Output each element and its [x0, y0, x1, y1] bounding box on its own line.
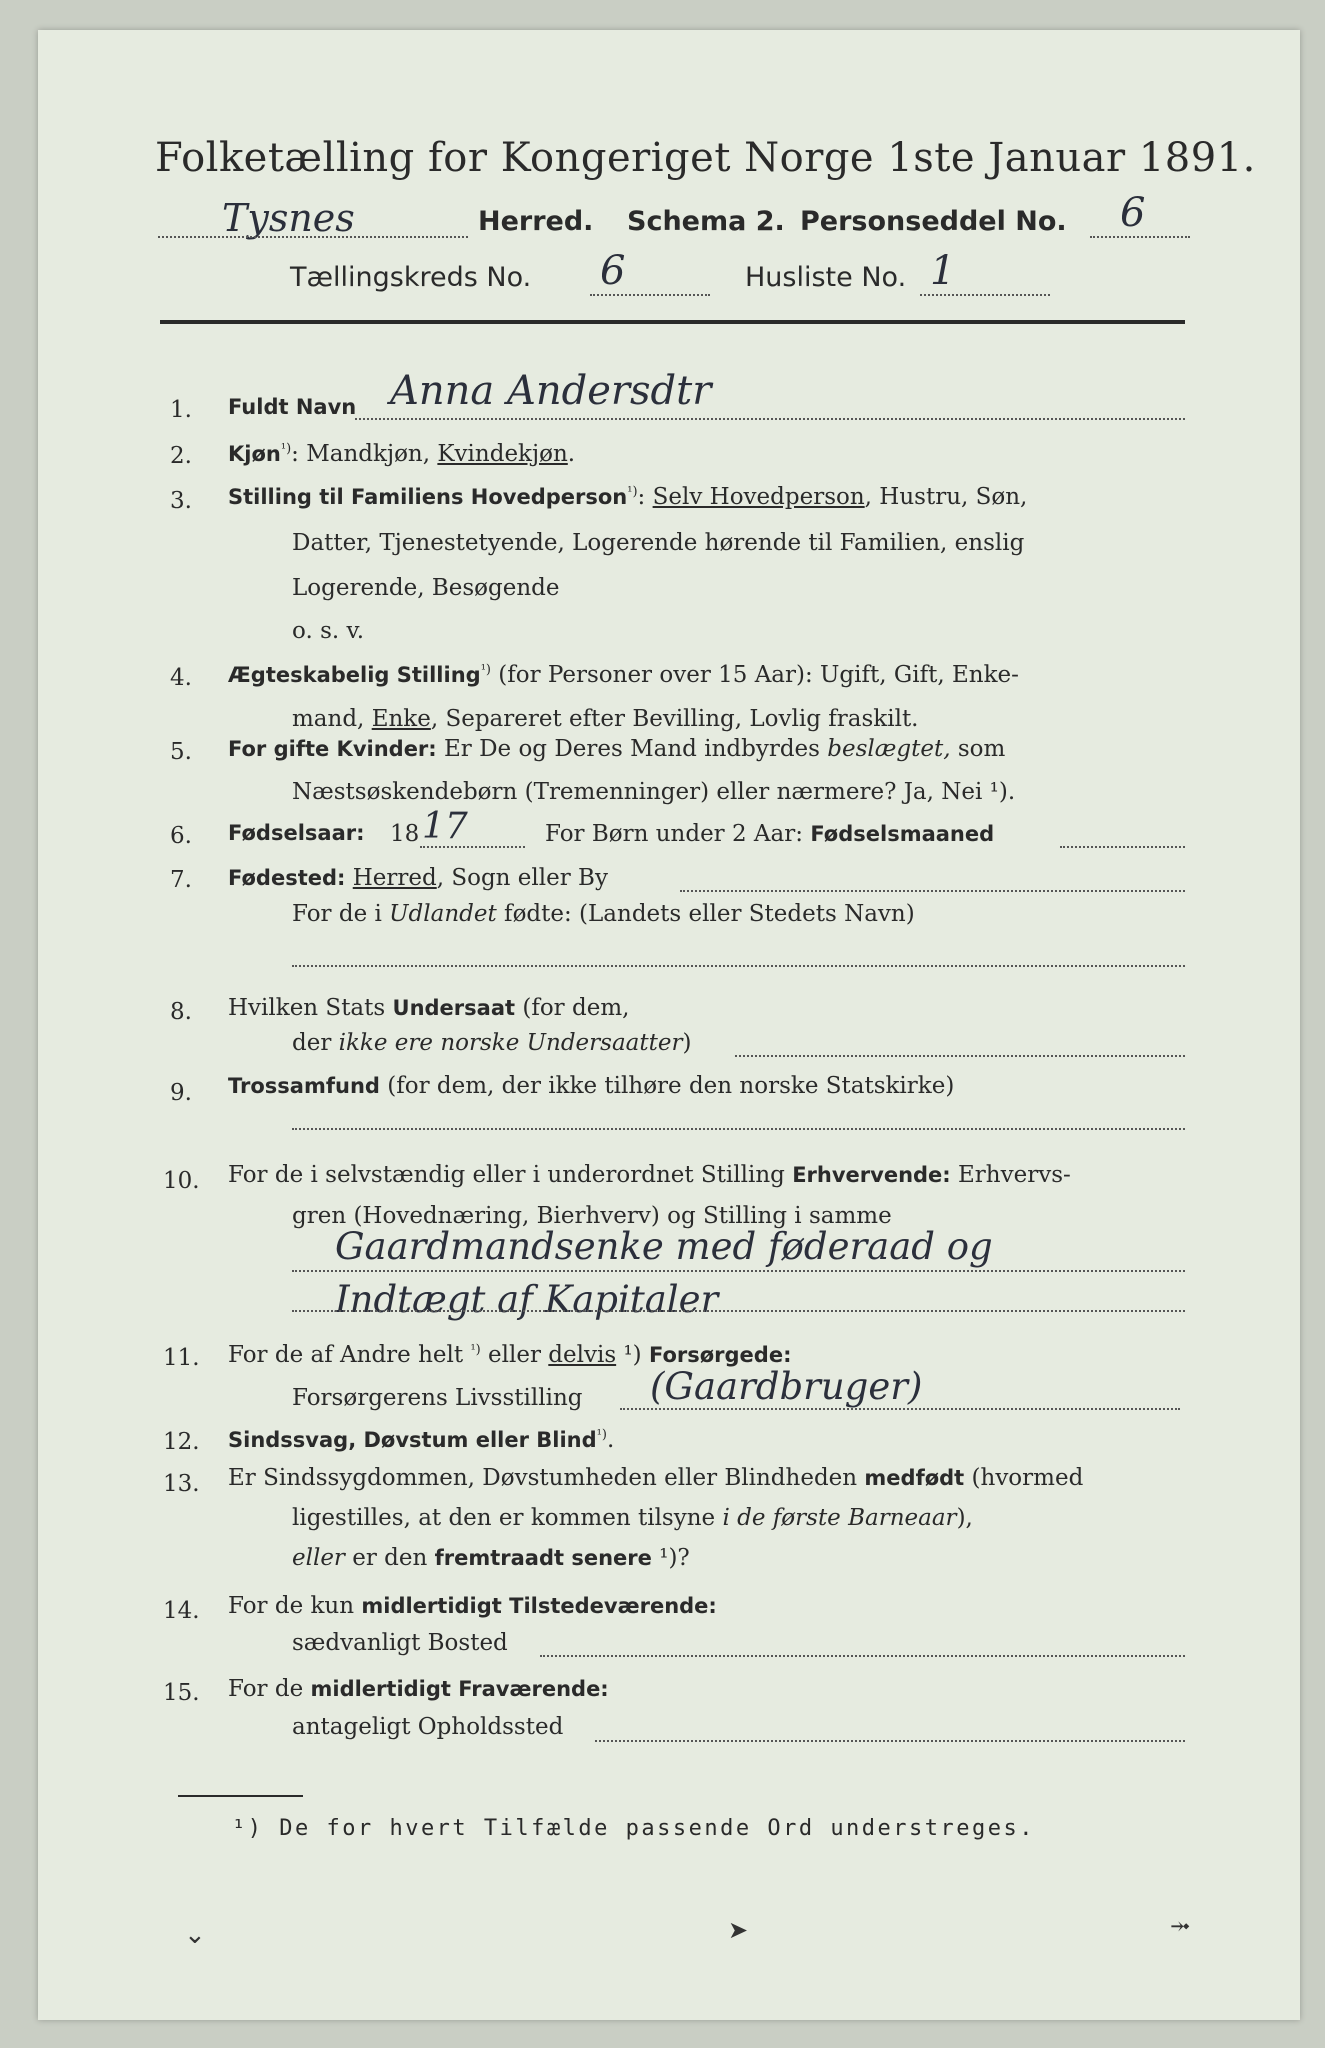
q5-line1	[228, 736, 1005, 762]
q7-number: 7.	[170, 867, 192, 893]
q13-line2	[292, 1505, 973, 1531]
q3-line1-rest: , Hustru, Søn,	[864, 484, 1028, 510]
q11-sup: ¹)	[470, 1342, 481, 1358]
q2-number: 2.	[170, 443, 192, 469]
q3-number: 3.	[170, 488, 192, 514]
q5-line2: Næstsøskendebørn (Tremenninger) eller nærmere? Ja, Nei ¹).	[292, 779, 1016, 805]
husliste-dotted-line	[920, 294, 1050, 296]
q15-line1-bold: midlertidigt Fraværende:	[310, 1677, 609, 1701]
q11-line1-a: For de af Andre helt	[228, 1342, 471, 1368]
footnote: ¹) De for hvert Tilfælde passende Ord understreges.	[232, 1816, 1036, 1841]
q10-line1-a: For de i selvstændig eller i underordnet Stilling	[228, 1162, 793, 1188]
husliste-value: 1	[930, 248, 956, 294]
q14-line2: sædvanligt Bosted	[292, 1630, 508, 1656]
q11-number: 11.	[163, 1345, 200, 1371]
q4-label: Ægteskabelig Stilling	[228, 663, 481, 687]
q2-row	[228, 441, 575, 467]
q9-dotted-line	[292, 1128, 1185, 1130]
q3-line2: Datter, Tjenestetyende, Logerende hørende til Familien, enslig	[292, 530, 1025, 556]
q6-rest-text: For Børn under 2 Aar:	[545, 821, 811, 847]
q13-line3-b: ¹)?	[651, 1545, 690, 1571]
schema-label: Schema 2.	[627, 206, 785, 237]
q13-line3	[292, 1545, 690, 1571]
q8-dotted-line	[735, 1055, 1185, 1057]
q3-line3: Logerende, Besøgende	[292, 575, 560, 601]
q6-year-value: 17	[422, 806, 468, 847]
kreds-dotted-line	[590, 294, 710, 296]
q7-dotted-line	[680, 890, 1185, 892]
herred-dotted-line	[158, 236, 468, 238]
q4-line1-rest: (for Personer over 15 Aar): Ugift, Gift, Enke-	[490, 662, 1019, 688]
q11-line1-c: ¹)	[616, 1342, 649, 1368]
q13-line1	[228, 1465, 1083, 1491]
q2-sup: ¹)	[280, 441, 292, 457]
q13-line1-b: (hvormed	[964, 1465, 1084, 1491]
q1-answer: Anna Andersdtr	[390, 368, 712, 414]
q14-number: 14.	[163, 1598, 200, 1624]
q10-answer-line2: Indtægt af Kapitaler	[335, 1278, 719, 1321]
q11-selected: delvis	[548, 1342, 617, 1368]
q8-line2	[292, 1030, 691, 1056]
q10-line1-bold: Erhvervende:	[792, 1163, 951, 1187]
q13-line1-bold: medfødt	[864, 1466, 965, 1490]
q11-line2: Forsørgerens Livsstilling	[292, 1385, 583, 1411]
q10-dotted-line-2	[292, 1310, 1185, 1312]
q12-line1	[228, 1427, 614, 1453]
personseddel-label: Personseddel No.	[800, 206, 1067, 237]
q5-line1-end: som	[950, 736, 1006, 762]
q6-rest	[545, 821, 994, 847]
q8-line1-a: Hvilken Stats	[228, 995, 393, 1021]
q13-line2-b: ),	[956, 1505, 973, 1531]
q6-month-dotted-line	[1060, 846, 1185, 848]
q5-line1-rest: Er De og Deres Mand indbyrdes	[436, 736, 828, 762]
q4-sup: ¹)	[480, 662, 491, 678]
q6-rest-bold: Fødselsmaaned	[810, 822, 995, 846]
q8-line1	[228, 995, 629, 1021]
corner-mark-left: ⌄	[184, 1920, 206, 1950]
q2-rest: : Mandkjøn,	[291, 441, 438, 467]
q3-line4: o. s. v.	[292, 618, 365, 644]
q10-answer-line1: Gaardmandsenke med føderaad og	[335, 1225, 993, 1268]
q4-selected: Enke	[371, 706, 431, 732]
q3-selected: Selv Hovedperson	[652, 484, 865, 510]
q8-line1-bold: Undersaat	[392, 996, 516, 1020]
kreds-value: 6	[600, 248, 626, 294]
q9-number: 9.	[170, 1080, 192, 1106]
q12-number: 12.	[163, 1429, 200, 1455]
q10-line1	[228, 1162, 1071, 1188]
q2-end: .	[567, 441, 576, 467]
q14-line1-a: For de kun	[228, 1593, 362, 1619]
header-rule	[160, 320, 1185, 324]
q1-number: 1.	[170, 397, 192, 423]
q8-line2-italic: ikke ere norske Undersaatter	[338, 1030, 683, 1056]
census-form-page	[38, 30, 1300, 2020]
q4-line2-a: mand,	[292, 706, 372, 732]
q14-dotted-line	[540, 1655, 1185, 1657]
q3-sup: ¹)	[627, 484, 638, 500]
q13-line2-a: ligestilles, at den er kommen tilsyne	[292, 1505, 723, 1531]
q14-line1	[228, 1593, 717, 1619]
q11-dotted-line	[620, 1408, 1180, 1410]
form-title: Folketælling for Kongeriget Norge 1ste Januar 1891.	[155, 135, 1256, 181]
q3-label: Stilling til Familiens Hovedperson	[228, 485, 628, 509]
footnote-rule	[178, 1795, 303, 1797]
q10-dotted-line-1	[292, 1270, 1185, 1272]
q6-year-dotted-line	[420, 846, 525, 848]
q12-label: Sindssvag, Døvstum eller Blind	[228, 1428, 597, 1452]
q4-line1	[228, 662, 1019, 688]
q4-number: 4.	[170, 665, 192, 691]
q5-line1-italic: beslægtet,	[827, 736, 951, 762]
q1-dotted-line	[355, 418, 1185, 420]
q8-line1-b: (for dem,	[515, 995, 630, 1021]
corner-mark-right: ⤞	[1170, 1912, 1191, 1940]
q15-line1	[228, 1676, 609, 1702]
q13-line1-a: Er Sindssygdommen, Døvstumheden eller Blindheden	[228, 1465, 865, 1491]
q13-line2-italic: i de første Barneaar	[722, 1505, 957, 1531]
q15-number: 15.	[163, 1680, 200, 1706]
kreds-label: Tællingskreds No.	[290, 262, 532, 293]
husliste-label: Husliste No.	[745, 262, 907, 293]
q15-dotted-line	[595, 1740, 1185, 1742]
q15-line2: antageligt Opholdssted	[292, 1714, 564, 1740]
q5-label: For gifte Kvinder:	[228, 737, 437, 761]
q8-number: 8.	[170, 999, 192, 1025]
q7-line2-a: For de i	[292, 901, 390, 927]
q3-line1	[228, 484, 1027, 510]
q13-number: 13.	[163, 1471, 200, 1497]
q2-selected: Kvindekjøn	[437, 441, 568, 467]
q2-label: Kjøn	[228, 442, 281, 466]
q11-line1-bold: Forsørgede:	[648, 1343, 792, 1367]
q13-line3-bold: fremtraadt senere	[434, 1546, 652, 1570]
q7-selected: Herred	[352, 865, 437, 891]
q10-number: 10.	[163, 1168, 200, 1194]
q10-line1-b: Erhvervs-	[950, 1162, 1071, 1188]
q6-label: Fødselsaar:	[228, 821, 365, 845]
q4-line2	[292, 706, 919, 732]
q12-sup: ¹)	[596, 1427, 607, 1443]
q7-line2-b: fødte: (Landets eller Stedets Navn)	[496, 901, 915, 927]
q13-line3-italic: eller	[292, 1545, 345, 1571]
personseddel-value: 6	[1120, 190, 1146, 236]
q14-line1-bold: midlertidigt Tilstedeværende:	[361, 1594, 717, 1618]
q15-line1-a: For de	[228, 1676, 311, 1702]
q7-line1	[228, 865, 608, 891]
q9-label: Trossamfund	[228, 1074, 380, 1098]
q8-line2-b: )	[682, 1030, 692, 1056]
corner-mark-center: ➤	[728, 1916, 749, 1944]
q9-line1	[228, 1073, 954, 1099]
q8-line2-a: der	[292, 1030, 339, 1056]
q6-number: 6.	[170, 823, 192, 849]
q13-line3-a: er den	[344, 1545, 435, 1571]
q10-line2: gren (Hovednæring, Bierhverv) og Stilling i samme	[292, 1203, 892, 1229]
q9-rest: (for dem, der ikke tilhøre den norske Statskirke)	[379, 1073, 955, 1099]
q7-answer-dotted-line	[292, 965, 1185, 967]
q4-line2-b: , Separeret efter Bevilling, Lovlig fraskilt.	[430, 706, 919, 732]
q7-label: Fødested:	[228, 866, 346, 890]
q11-answer: (Gaardbruger)	[650, 1365, 923, 1408]
q5-number: 5.	[170, 739, 192, 765]
q3-colon: :	[637, 484, 653, 510]
q11-line1-b: eller	[480, 1342, 549, 1368]
personseddel-dotted-line	[1090, 236, 1190, 238]
herred-label: Herred.	[478, 206, 594, 237]
q7-line2	[292, 901, 915, 927]
q12-end: .	[606, 1427, 615, 1453]
q6-year-prefix: 18	[390, 821, 420, 847]
q7-line2-italic: Udlandet	[389, 901, 497, 927]
q1-label: Fuldt Navn	[228, 395, 357, 419]
q7-rest: , Sogn eller By	[436, 865, 608, 891]
herred-handwritten: Tysnes	[222, 196, 355, 240]
